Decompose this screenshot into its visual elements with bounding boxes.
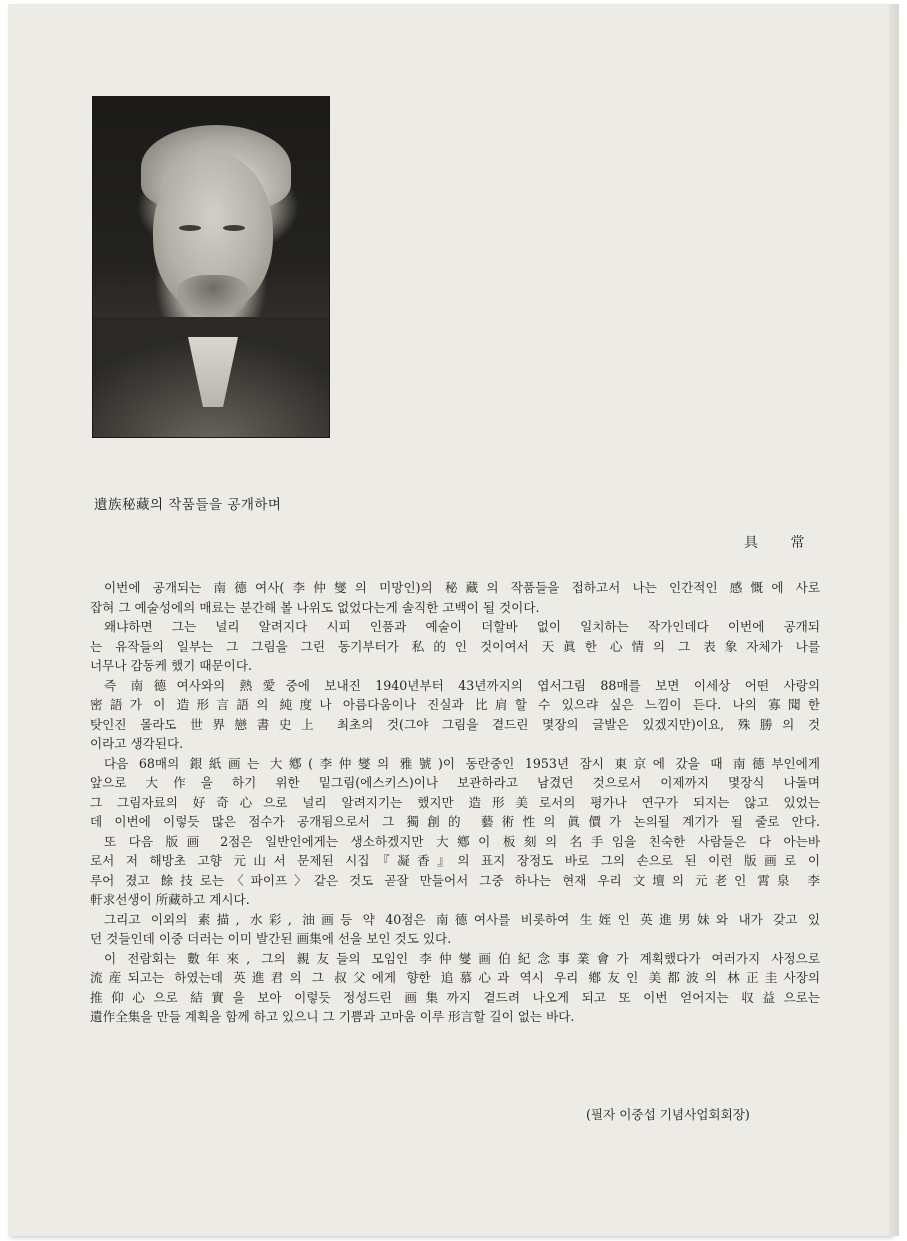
photo-beard bbox=[177, 275, 249, 317]
body-line: 또 다음 版画 2점은 일반인에게는 생소하겠지만 大鄕이 板刻의 名手임을 친숙한 사람들은 다 아는바 bbox=[104, 833, 820, 849]
body-line: 이번에 공개되는 南德여사(李仲燮의 미망인)의 秘藏의 작품들을 접하고서 나는 인간적인 感慨에 사로 bbox=[104, 580, 820, 595]
body-line: 루어 졌고 餘技로는〈파이프〉같은 것도 곧잘 만들어서 그중 하나는 현재 우리 文壇의 元老인 霄泉 李 bbox=[90, 872, 820, 888]
body-line: 데 이번에 이렇듯 많은 점수가 공개됨으로서 그 獨創的 藝術性의 眞價가 논의될 계기가 될 줄로 안다. bbox=[90, 814, 820, 829]
body-line: 잡혀 그 예술성에의 매료는 분간해 볼 나위도 없었다는게 솔직한 고백이 될 것이다. bbox=[90, 599, 540, 615]
body-line: 는 유작들의 일부는 그 그림을 그린 동기부터가 私的인 것이여서 天眞한 心情의 그 表象자체가 나를 bbox=[90, 638, 820, 654]
body-line: 이라고 생각된다. bbox=[90, 736, 184, 751]
body-line: 던 것들인데 이중 더러는 이미 발간된 画集에 선을 보인 것도 있다. bbox=[90, 931, 452, 946]
body-line: 다음 68매의 銀紙画는 大鄕(李仲燮의 雅號)이 동란중인 1953년 잠시 東京에 갔을 때 南德부인에게 bbox=[104, 755, 820, 771]
body-line: 遺作全集을 만들 계획을 함께 하고 있으니 그 기쁨과 고마움 이루 形言할 길이 없는 바다. bbox=[90, 1009, 575, 1024]
article-body bbox=[90, 578, 820, 1027]
body-line: 너무나 감동케 했기 때문이다. bbox=[90, 658, 252, 673]
photo-left-eye bbox=[179, 225, 201, 231]
body-line: 推仰心으로 結實을 보아 이렇듯 정성드린 画集까지 곁드려 나오게 되고 또 이번 얻어지는 収益으로는 bbox=[90, 989, 820, 1005]
body-line: 이 전람회는 數年來, 그의 親友들의 모임인 李仲燮画伯紀念事業會가 계획했다가 여러가지 사정으로 bbox=[104, 950, 820, 966]
page-edge bbox=[889, 4, 899, 1236]
body-line: 왜냐하면 그는 널리 알려지다 시피 인품과 예술이 더할바 없이 일치하는 작가인데다 이번에 공개되 bbox=[104, 619, 820, 634]
body-line: 그 그림자료의 好奇心으로 널리 알려지기는 했지만 造形美로서의 평가나 연구가 되지는 않고 있었는 bbox=[90, 794, 820, 810]
body-line: 流産되고는 하였는데 英進君의 그 叔父에게 향한 追慕心과 역시 우리 鄕友인 美都波의 林正圭사장의 bbox=[90, 970, 820, 985]
body-line: 그리고 이외의 素描, 水彩, 油画등 약 40점은 南德여사를 비롯하여 生姪인 英進男妹와 내가 갖고 있 bbox=[104, 911, 820, 927]
body-line: 로서 저 해방초 고향 元山서 문제된 시집『凝香』의 표지 장정도 바로 그의 손으로 된 이런 版画로 이 bbox=[90, 853, 820, 868]
body-line: 앞으로 大作을 하기 위한 밑그림(에스키스)이나 보관하라고 남겼던 것으로서 이제까지 몇장식 나돌며 bbox=[90, 775, 820, 790]
article-author: 具 常 bbox=[744, 535, 819, 551]
document-page bbox=[8, 4, 892, 1236]
article-heading: 遺族秘藏의 작품들을 공개하며 bbox=[94, 497, 282, 513]
body-line: 密語가 이 造形言語의 純度나 아름다움이나 진실과 比肩할 수 있으랴 싶은 느낌이 든다. 나의 寡聞한 bbox=[90, 697, 820, 712]
photo-right-eye bbox=[223, 225, 245, 231]
body-line: 軒求선생이 所藏하고 계시다. bbox=[90, 892, 250, 907]
portrait-photo bbox=[92, 96, 330, 438]
body-line: 즉 南德여사와의 熱愛중에 보내진 1940년부터 43년까지의 엽서그림 88매를 보면 이세상 어떤 사랑의 bbox=[104, 677, 820, 693]
author-signature-note: (필자 이중섭 기념사업회회장) bbox=[586, 1107, 750, 1122]
body-line: 탓인진 몰라도 世界戀書史上 최초의 것(그야 그림을 곁드린 몇장의 글발은 있겠지만)이요, 殊勝의 것 bbox=[90, 716, 820, 732]
